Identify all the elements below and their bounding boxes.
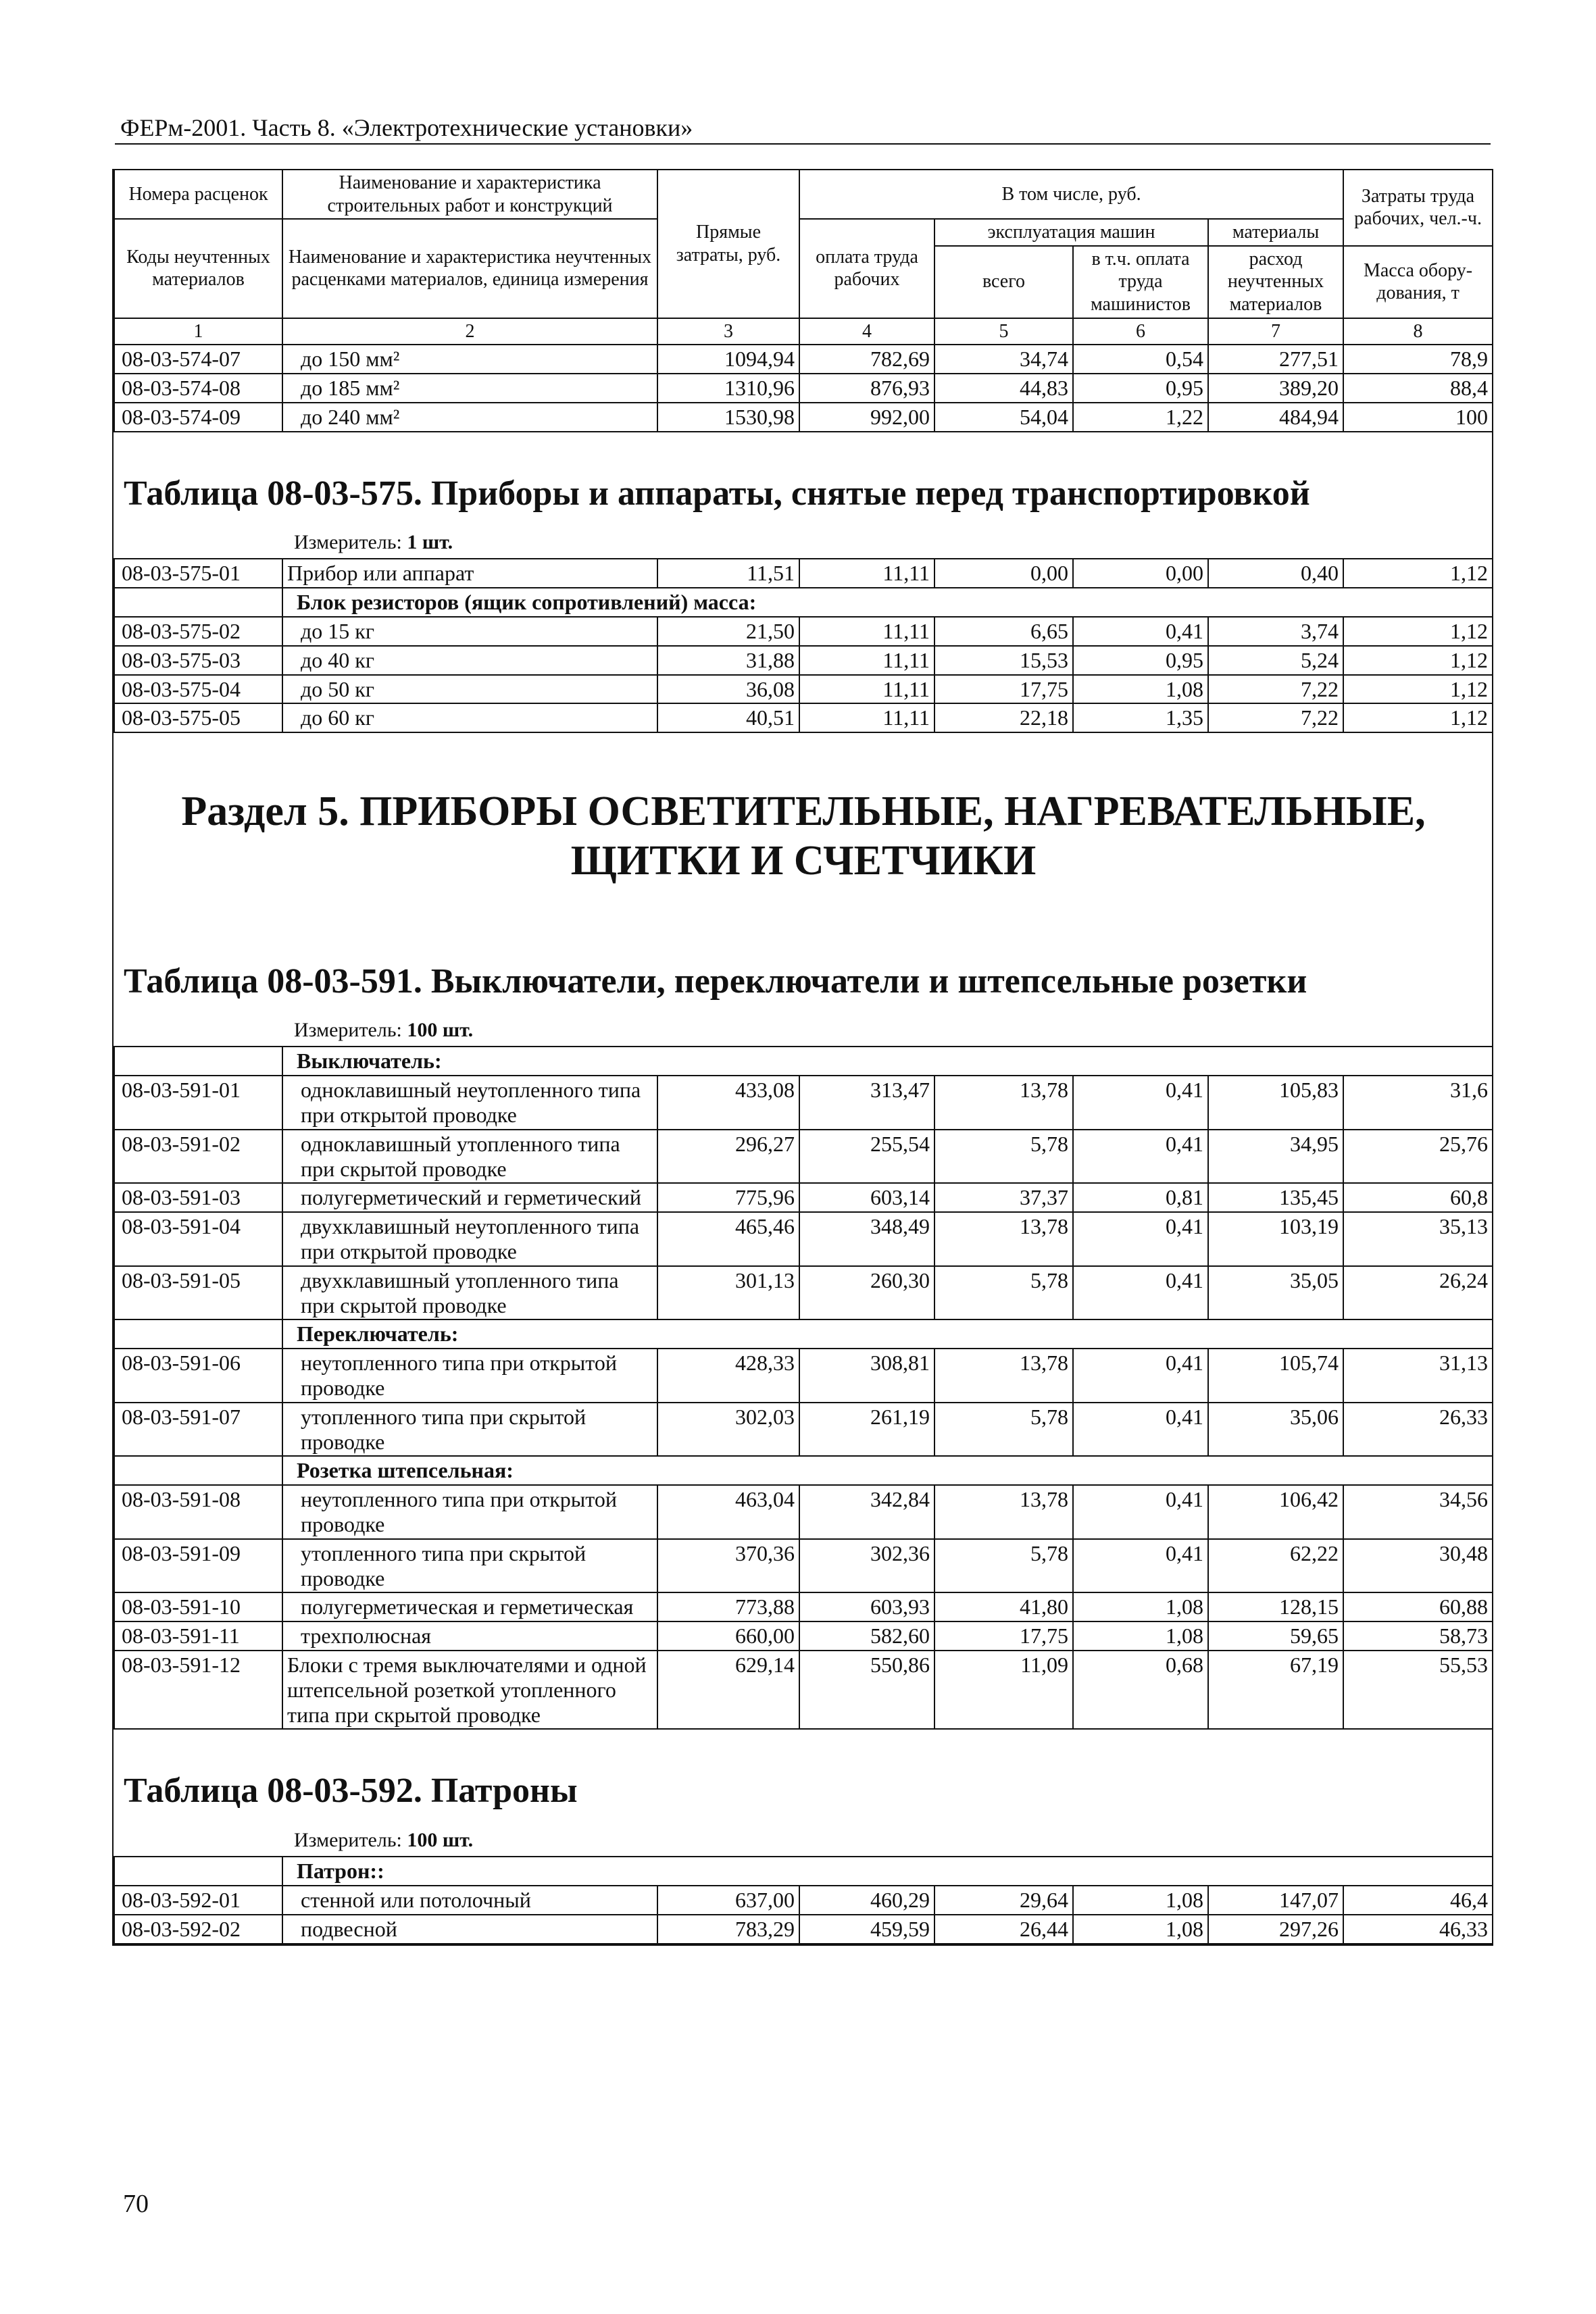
- row-code: 08-03-591-11: [114, 1621, 282, 1651]
- table-row: [114, 703, 1493, 732]
- row-value: 1,12: [1343, 617, 1493, 646]
- group-title: Переключатель:: [282, 1319, 1493, 1349]
- table-row: [114, 1130, 1493, 1184]
- row-code: 08-03-591-12: [114, 1651, 282, 1729]
- row-value: 36,08: [657, 675, 799, 704]
- table-592-title: Таблица 08-03-592. Патроны: [124, 1771, 578, 1811]
- row-value: 5,78: [934, 1130, 1073, 1184]
- row-value: 147,07: [1208, 1886, 1343, 1915]
- row-value: 297,26: [1208, 1915, 1343, 1944]
- row-code: 08-03-591-08: [114, 1485, 282, 1539]
- measure-value: 1 шт.: [407, 530, 453, 553]
- row-value: 459,59: [799, 1915, 934, 1944]
- row-code: 08-03-591-10: [114, 1592, 282, 1621]
- row-name: Прибор или аппарат: [282, 559, 657, 588]
- group-row: [114, 1857, 1493, 1886]
- row-name: полугерметический и герметический: [282, 1183, 657, 1212]
- row-value: 296,27: [657, 1130, 799, 1184]
- col-name-bottom: Наименование и характеристика неучтенных расценками материалов, единица измерения: [282, 219, 657, 318]
- row-value: 1530,98: [657, 403, 799, 432]
- row-code: 08-03-574-08: [114, 374, 282, 403]
- row-value: 773,88: [657, 1592, 799, 1621]
- row-code: 08-03-592-01: [114, 1886, 282, 1915]
- table-row: [114, 1076, 1493, 1130]
- row-value: 0,00: [1073, 559, 1208, 588]
- row-value: 460,29: [799, 1886, 934, 1915]
- row-value: 0,41: [1073, 1349, 1208, 1403]
- row-value: 1,08: [1073, 1592, 1208, 1621]
- row-value: 308,81: [799, 1349, 934, 1403]
- row-code: 08-03-575-04: [114, 675, 282, 704]
- row-code: 08-03-574-09: [114, 403, 282, 432]
- row-name: до 240 мм²: [282, 403, 657, 432]
- row-value: 26,24: [1343, 1266, 1493, 1320]
- row-value: 433,08: [657, 1076, 799, 1130]
- row-code: 08-03-591-01: [114, 1076, 282, 1130]
- row-value: 637,00: [657, 1886, 799, 1915]
- row-name: до 150 мм²: [282, 345, 657, 374]
- row-value: 17,75: [934, 1621, 1073, 1651]
- row-value: 775,96: [657, 1183, 799, 1212]
- row-value: 37,37: [934, 1183, 1073, 1212]
- row-value: 105,74: [1208, 1349, 1343, 1403]
- section-5-title: Раздел 5. ПРИБОРЫ ОСВЕТИТЕЛЬНЫЕ, НАГРЕВАТЕЛЬНЫЕ, ЩИТКИ И СЧЕТЧИКИ: [181, 788, 1426, 884]
- col-machines: эксплуатация машин: [934, 219, 1208, 246]
- row-name: одноклавишный утопленного типа при скрытой проводке: [282, 1130, 657, 1184]
- row-value: 41,80: [934, 1592, 1073, 1621]
- row-value: 0,41: [1073, 1212, 1208, 1266]
- price-table: [114, 169, 1493, 1944]
- col-materials: материалы: [1208, 219, 1343, 246]
- row-value: 5,78: [934, 1403, 1073, 1457]
- row-value: 31,13: [1343, 1349, 1493, 1403]
- row-value: 0,81: [1073, 1183, 1208, 1212]
- table-row: [114, 1915, 1493, 1944]
- row-value: 255,54: [799, 1130, 934, 1184]
- row-value: 46,33: [1343, 1915, 1493, 1944]
- table-row: [114, 1403, 1493, 1457]
- row-value: 0,40: [1208, 559, 1343, 588]
- row-value: 465,46: [657, 1212, 799, 1266]
- row-value: 0,95: [1073, 646, 1208, 675]
- table-row: [114, 1592, 1493, 1621]
- row-name: двухклавишный неутопленного типа при открытой проводке: [282, 1212, 657, 1266]
- row-value: 370,36: [657, 1539, 799, 1593]
- table-row: [114, 1651, 1493, 1729]
- row-value: 0,54: [1073, 345, 1208, 374]
- row-value: 34,95: [1208, 1130, 1343, 1184]
- row-value: 11,51: [657, 559, 799, 588]
- row-value: 100: [1343, 403, 1493, 432]
- table-row: [114, 675, 1493, 704]
- row-value: 46,4: [1343, 1886, 1493, 1915]
- col-num: 8: [1343, 318, 1493, 345]
- col-direct-costs: Прямые затраты, руб.: [657, 170, 799, 318]
- row-value: 26,33: [1343, 1403, 1493, 1457]
- row-value: 7,22: [1208, 703, 1343, 732]
- row-value: 25,76: [1343, 1130, 1493, 1184]
- row-value: 1094,94: [657, 345, 799, 374]
- row-value: 313,47: [799, 1076, 934, 1130]
- page-number: 70: [123, 2190, 149, 2218]
- row-value: 34,56: [1343, 1485, 1493, 1539]
- row-value: 1,08: [1073, 1915, 1208, 1944]
- row-value: 782,69: [799, 345, 934, 374]
- row-value: 128,15: [1208, 1592, 1343, 1621]
- row-value: 135,45: [1208, 1183, 1343, 1212]
- row-value: 40,51: [657, 703, 799, 732]
- group-title: Выключатель:: [282, 1047, 1493, 1076]
- row-code: 08-03-575-01: [114, 559, 282, 588]
- row-value: 277,51: [1208, 345, 1343, 374]
- row-value: 13,78: [934, 1485, 1073, 1539]
- table-row: [114, 345, 1493, 374]
- row-value: 55,53: [1343, 1651, 1493, 1729]
- row-code: 08-03-591-09: [114, 1539, 282, 1593]
- row-code: 08-03-575-05: [114, 703, 282, 732]
- row-value: 1,22: [1073, 403, 1208, 432]
- col-num: 1: [114, 318, 282, 345]
- row-code: 08-03-575-03: [114, 646, 282, 675]
- row-code: 08-03-592-02: [114, 1915, 282, 1944]
- row-value: 629,14: [657, 1651, 799, 1729]
- col-codes-top: Номера расценок: [114, 170, 282, 219]
- table-row: [114, 1212, 1493, 1266]
- row-code: 08-03-591-02: [114, 1130, 282, 1184]
- row-value: 34,74: [934, 345, 1073, 374]
- col-num: 6: [1073, 318, 1208, 345]
- row-value: 0,95: [1073, 374, 1208, 403]
- measure-label: Измеритель:: [294, 1018, 402, 1041]
- row-value: 105,83: [1208, 1076, 1343, 1130]
- table-row: [114, 617, 1493, 646]
- row-value: 11,09: [934, 1651, 1073, 1729]
- row-value: 26,44: [934, 1915, 1073, 1944]
- header-rule: [115, 143, 1491, 145]
- col-name-top: Наименование и характеристика строительных работ и конструкций: [282, 170, 657, 219]
- row-value: 0,41: [1073, 617, 1208, 646]
- group-title: Розетка штепсельная:: [282, 1456, 1493, 1485]
- row-value: 783,29: [657, 1915, 799, 1944]
- row-value: 0,41: [1073, 1130, 1208, 1184]
- row-value: 88,4: [1343, 374, 1493, 403]
- row-value: 31,6: [1343, 1076, 1493, 1130]
- row-value: 7,22: [1208, 675, 1343, 704]
- row-value: 11,11: [799, 646, 934, 675]
- row-value: 484,94: [1208, 403, 1343, 432]
- table-row: [114, 1539, 1493, 1593]
- section-5-title-row: [114, 732, 1493, 920]
- row-value: 35,13: [1343, 1212, 1493, 1266]
- table-row: [114, 646, 1493, 675]
- row-value: 13,78: [934, 1076, 1073, 1130]
- measure-row: [114, 1019, 1493, 1047]
- table-row: [114, 1266, 1493, 1320]
- row-name: Блоки с тремя выключателями и одной штепсельной розеткой утопленного типа при скрытой проводке: [282, 1651, 657, 1729]
- row-value: 550,86: [799, 1651, 934, 1729]
- measure-row: [114, 1829, 1493, 1857]
- row-value: 660,00: [657, 1621, 799, 1651]
- column-numbers-row: [114, 318, 1493, 345]
- row-value: 1,12: [1343, 703, 1493, 732]
- row-name: двухклавишный утопленного типа при скрытой проводке: [282, 1266, 657, 1320]
- table-575-title: Таблица 08-03-575. Приборы и аппараты, снятые перед транспортировкой: [124, 474, 1310, 513]
- row-value: 11,11: [799, 703, 934, 732]
- row-value: 1,12: [1343, 646, 1493, 675]
- row-name: неутопленного типа при открытой проводке: [282, 1349, 657, 1403]
- row-value: 67,19: [1208, 1651, 1343, 1729]
- row-value: 0,68: [1073, 1651, 1208, 1729]
- row-value: 54,04: [934, 403, 1073, 432]
- row-value: 876,93: [799, 374, 934, 403]
- row-value: 17,75: [934, 675, 1073, 704]
- table-row: [114, 1183, 1493, 1212]
- row-value: 603,93: [799, 1592, 934, 1621]
- group-title: Блок резисторов (ящик сопротивлений) масса:: [282, 588, 1493, 617]
- row-name: утопленного типа при скрытой проводке: [282, 1539, 657, 1593]
- table-row: [114, 559, 1493, 588]
- row-name: до 60 кг: [282, 703, 657, 732]
- row-value: 389,20: [1208, 374, 1343, 403]
- col-equipment-mass: Масса обору-дования, т: [1343, 246, 1493, 318]
- row-name: стенной или потолочный: [282, 1886, 657, 1915]
- row-value: 11,11: [799, 675, 934, 704]
- col-num: 5: [934, 318, 1073, 345]
- row-value: 260,30: [799, 1266, 934, 1320]
- row-value: 59,65: [1208, 1621, 1343, 1651]
- row-value: 11,11: [799, 559, 934, 588]
- row-code: 08-03-591-07: [114, 1403, 282, 1457]
- row-value: 35,05: [1208, 1266, 1343, 1320]
- row-value: 603,14: [799, 1183, 934, 1212]
- row-value: 44,83: [934, 374, 1073, 403]
- row-value: 301,13: [657, 1266, 799, 1320]
- row-name: неутопленного типа при открытой проводке: [282, 1485, 657, 1539]
- row-value: 58,73: [1343, 1621, 1493, 1651]
- row-name: трехполюсная: [282, 1621, 657, 1651]
- col-num: 2: [282, 318, 657, 345]
- row-value: 31,88: [657, 646, 799, 675]
- group-row: [114, 1456, 1493, 1485]
- main-table-frame: [112, 169, 1493, 1946]
- row-value: 302,36: [799, 1539, 934, 1593]
- row-value: 3,74: [1208, 617, 1343, 646]
- row-value: 1,12: [1343, 675, 1493, 704]
- table-592-title-row: [114, 1729, 1493, 1828]
- row-value: 302,03: [657, 1403, 799, 1457]
- row-code: 08-03-591-03: [114, 1183, 282, 1212]
- table-575-title-row: [114, 432, 1493, 531]
- row-name: до 185 мм²: [282, 374, 657, 403]
- measure-label: Измеритель:: [294, 1828, 402, 1851]
- row-value: 1,12: [1343, 559, 1493, 588]
- col-wages: оплата труда рабочих: [799, 219, 934, 318]
- row-value: 1,08: [1073, 675, 1208, 704]
- row-value: 29,64: [934, 1886, 1073, 1915]
- col-labor-top: Затраты труда рабочих, чел.-ч.: [1343, 170, 1493, 246]
- col-codes-bottom: Коды неучтенных материалов: [114, 219, 282, 318]
- row-value: 22,18: [934, 703, 1073, 732]
- row-value: 428,33: [657, 1349, 799, 1403]
- row-value: 21,50: [657, 617, 799, 646]
- row-code: 08-03-591-06: [114, 1349, 282, 1403]
- row-value: 15,53: [934, 646, 1073, 675]
- row-value: 348,49: [799, 1212, 934, 1266]
- table-row: [114, 374, 1493, 403]
- row-value: 60,88: [1343, 1592, 1493, 1621]
- row-value: 0,41: [1073, 1539, 1208, 1593]
- row-value: 1310,96: [657, 374, 799, 403]
- row-name: полугерметическая и герметическая: [282, 1592, 657, 1621]
- row-value: 1,35: [1073, 703, 1208, 732]
- row-name: подвесной: [282, 1915, 657, 1944]
- table-row: [114, 403, 1493, 432]
- col-including: В том числе, руб.: [799, 170, 1343, 219]
- row-value: 11,11: [799, 617, 934, 646]
- table-row: [114, 1621, 1493, 1651]
- measure-value: 100 шт.: [407, 1018, 474, 1041]
- row-value: 5,24: [1208, 646, 1343, 675]
- row-code: 08-03-575-02: [114, 617, 282, 646]
- group-row: [114, 1319, 1493, 1349]
- row-name: до 15 кг: [282, 617, 657, 646]
- row-value: 463,04: [657, 1485, 799, 1539]
- table-row: [114, 1485, 1493, 1539]
- row-value: 1,08: [1073, 1886, 1208, 1915]
- row-code: 08-03-591-05: [114, 1266, 282, 1320]
- row-name: утопленного типа при скрытой проводке: [282, 1403, 657, 1457]
- row-value: 13,78: [934, 1212, 1073, 1266]
- table-591-title-row: [114, 920, 1493, 1019]
- row-value: 6,65: [934, 617, 1073, 646]
- row-code: 08-03-591-04: [114, 1212, 282, 1266]
- row-value: 60,8: [1343, 1183, 1493, 1212]
- group-row: [114, 1047, 1493, 1076]
- row-value: 5,78: [934, 1539, 1073, 1593]
- row-value: 0,41: [1073, 1403, 1208, 1457]
- col-num: 4: [799, 318, 934, 345]
- table-row: [114, 1886, 1493, 1915]
- group-title: Патрон::: [282, 1857, 1493, 1886]
- row-value: 582,60: [799, 1621, 934, 1651]
- measure-label: Измеритель:: [294, 530, 402, 553]
- row-value: 13,78: [934, 1349, 1073, 1403]
- measure-value: 100 шт.: [407, 1828, 474, 1851]
- col-num: 7: [1208, 318, 1343, 345]
- row-value: 106,42: [1208, 1485, 1343, 1539]
- row-name: до 50 кг: [282, 675, 657, 704]
- row-value: 0,41: [1073, 1076, 1208, 1130]
- row-value: 0,41: [1073, 1266, 1208, 1320]
- row-value: 62,22: [1208, 1539, 1343, 1593]
- col-materials-use: расход неучтенных материалов: [1208, 246, 1343, 318]
- group-row: [114, 588, 1493, 617]
- row-value: 78,9: [1343, 345, 1493, 374]
- col-machines-total: всего: [934, 246, 1073, 318]
- measure-row: [114, 531, 1493, 559]
- row-value: 35,06: [1208, 1403, 1343, 1457]
- row-value: 30,48: [1343, 1539, 1493, 1593]
- page-header: ФЕРм-2001. Часть 8. «Электротехнические установки»: [120, 114, 693, 141]
- row-value: 342,84: [799, 1485, 934, 1539]
- table-row: [114, 1349, 1493, 1403]
- row-value: 1,08: [1073, 1621, 1208, 1651]
- row-value: 5,78: [934, 1266, 1073, 1320]
- col-num: 3: [657, 318, 799, 345]
- row-code: 08-03-574-07: [114, 345, 282, 374]
- table-591-title: Таблица 08-03-591. Выключатели, переключатели и штепсельные розетки: [124, 961, 1307, 1001]
- row-value: 0,41: [1073, 1485, 1208, 1539]
- row-value: 0,00: [934, 559, 1073, 588]
- row-name: до 40 кг: [282, 646, 657, 675]
- row-name: одноклавишный неутопленного типа при открытой проводке: [282, 1076, 657, 1130]
- col-machinists-wages: в т.ч. оплата труда машинистов: [1073, 246, 1208, 318]
- row-value: 103,19: [1208, 1212, 1343, 1266]
- row-value: 261,19: [799, 1403, 934, 1457]
- row-value: 992,00: [799, 403, 934, 432]
